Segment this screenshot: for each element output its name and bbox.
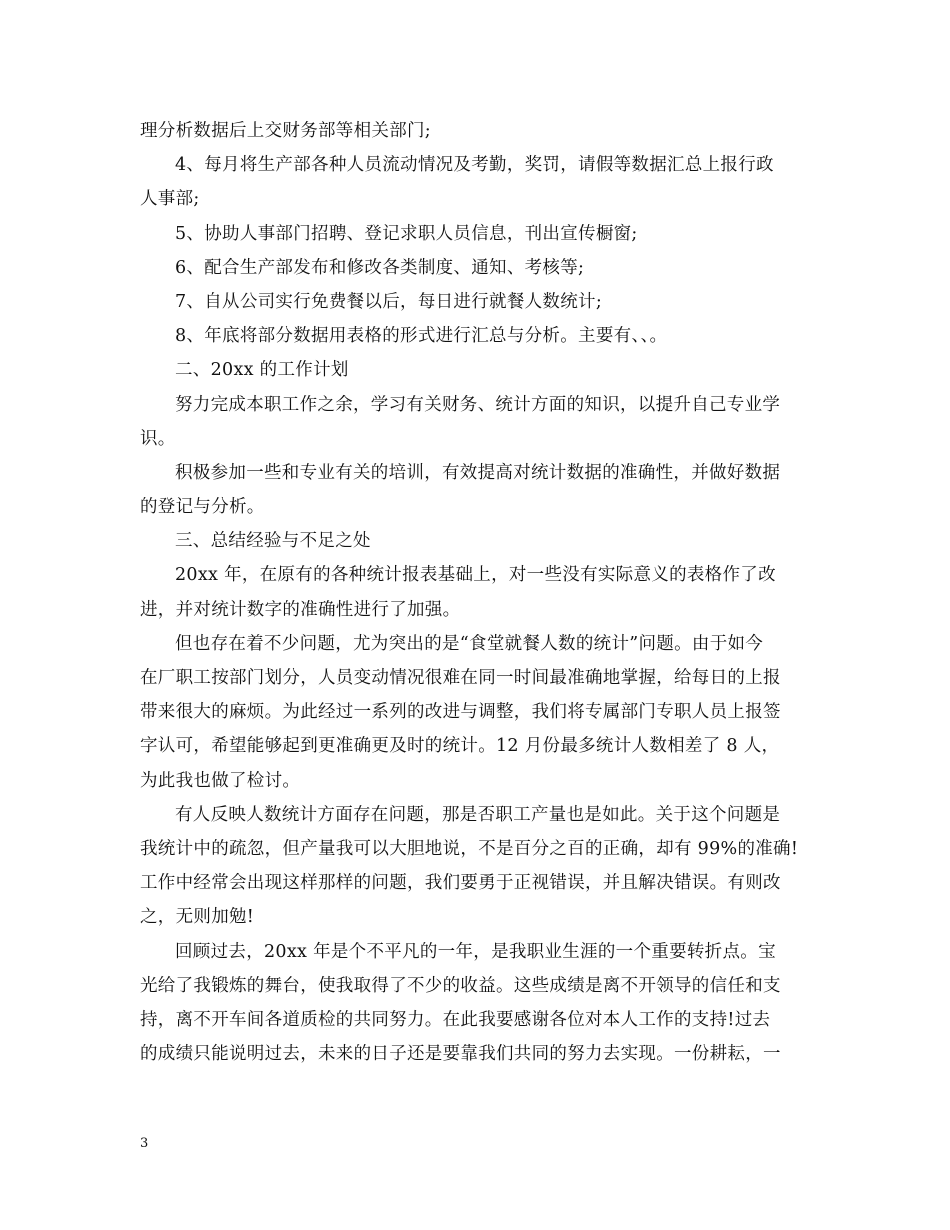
text-line: 有人反映人数统计方面存在问题，那是否职工产量也是如此。关于这个问题是 <box>175 804 781 825</box>
text-line: 进，并对统计数字的准确性进行了加强。 <box>140 599 461 620</box>
text-line: 二、20xx 的工作计划 <box>175 360 349 381</box>
text-line: 人事部; <box>140 189 200 210</box>
text-line: 我统计中的疏忽，但产量我可以大胆地说，不是百分之百的正确，却有 99%的准确! <box>140 838 799 859</box>
text-line: 持，离不开车间各道质检的共同努力。在此我要感谢各位对本人工作的支持!过去 <box>140 1009 771 1030</box>
text-line: 但也存在着不少问题，尤为突出的是“食堂就餐人数的统计”问题。由于如今 <box>175 633 764 654</box>
text-line: 7、自从公司实行免费餐以后，每日进行就餐人数统计; <box>175 291 603 312</box>
text-line: 5、协助人事部门招聘、登记求职人员信息，刊出宣传橱窗; <box>175 223 638 244</box>
text-line: 20xx 年，在原有的各种统计报表基础上，对一些没有实际意义的表格作了改 <box>175 565 776 586</box>
text-line: 回顾过去，20xx 年是个不平凡的一年，是我职业生涯的一个重要转折点。宝 <box>175 941 776 962</box>
text-line: 在厂职工按部门划分，人员变动情况很难在同一时间最准确地掌握，给每日的上报 <box>140 668 781 688</box>
text-line: 字认可，希望能够起到更准确更及时的统计。12 月份最多统计人数相差了 8 人， <box>140 736 780 757</box>
text-line: 之，无则加勉! <box>140 907 255 928</box>
text-line: 工作中经常会出现这样那样的问题，我们要勇于正视错误，并且解决错误。有则改 <box>140 873 781 894</box>
text-line: 4、每月将生产部各种人员流动情况及考勤，奖罚，请假等数据汇总上报行政 <box>175 155 774 176</box>
text-line: 识。 <box>140 428 176 449</box>
text-line: 的成绩只能说明过去，未来的日子还是要靠我们共同的努力去实现。一份耕耘，一 <box>140 1044 781 1065</box>
text-line: 努力完成本职工作之余，学习有关财务、统计方面的知识，以提升自己专业学 <box>175 394 781 415</box>
text-line: 6、配合生产部发布和修改各类制度、通知、考核等; <box>175 257 585 278</box>
page-number: 3 <box>140 1136 149 1151</box>
text-line: 的登记与分析。 <box>140 497 265 518</box>
text-line: 为此我也做了检讨。 <box>140 770 301 791</box>
text-line: 8、年底将部分数据用表格的形式进行汇总与分析。主要有、、。 <box>175 326 668 347</box>
text-line: 光给了我锻炼的舞台，使我取得了不少的收益。这些成绩是离不开领导的信任和支 <box>140 975 781 996</box>
document-body <box>140 114 812 1071</box>
text-line: 积极参加一些和专业有关的培训，有效提高对统计数据的准确性，并做好数据 <box>175 462 781 483</box>
text-line: 带来很大的麻烦。为此经过一系列的改进与调整，我们将专属部门专职人员上报签 <box>140 702 781 723</box>
text-line: 理分析数据后上交财务部等相关部门; <box>140 121 431 141</box>
text-line: 三、总结经验与不足之处 <box>175 531 371 552</box>
